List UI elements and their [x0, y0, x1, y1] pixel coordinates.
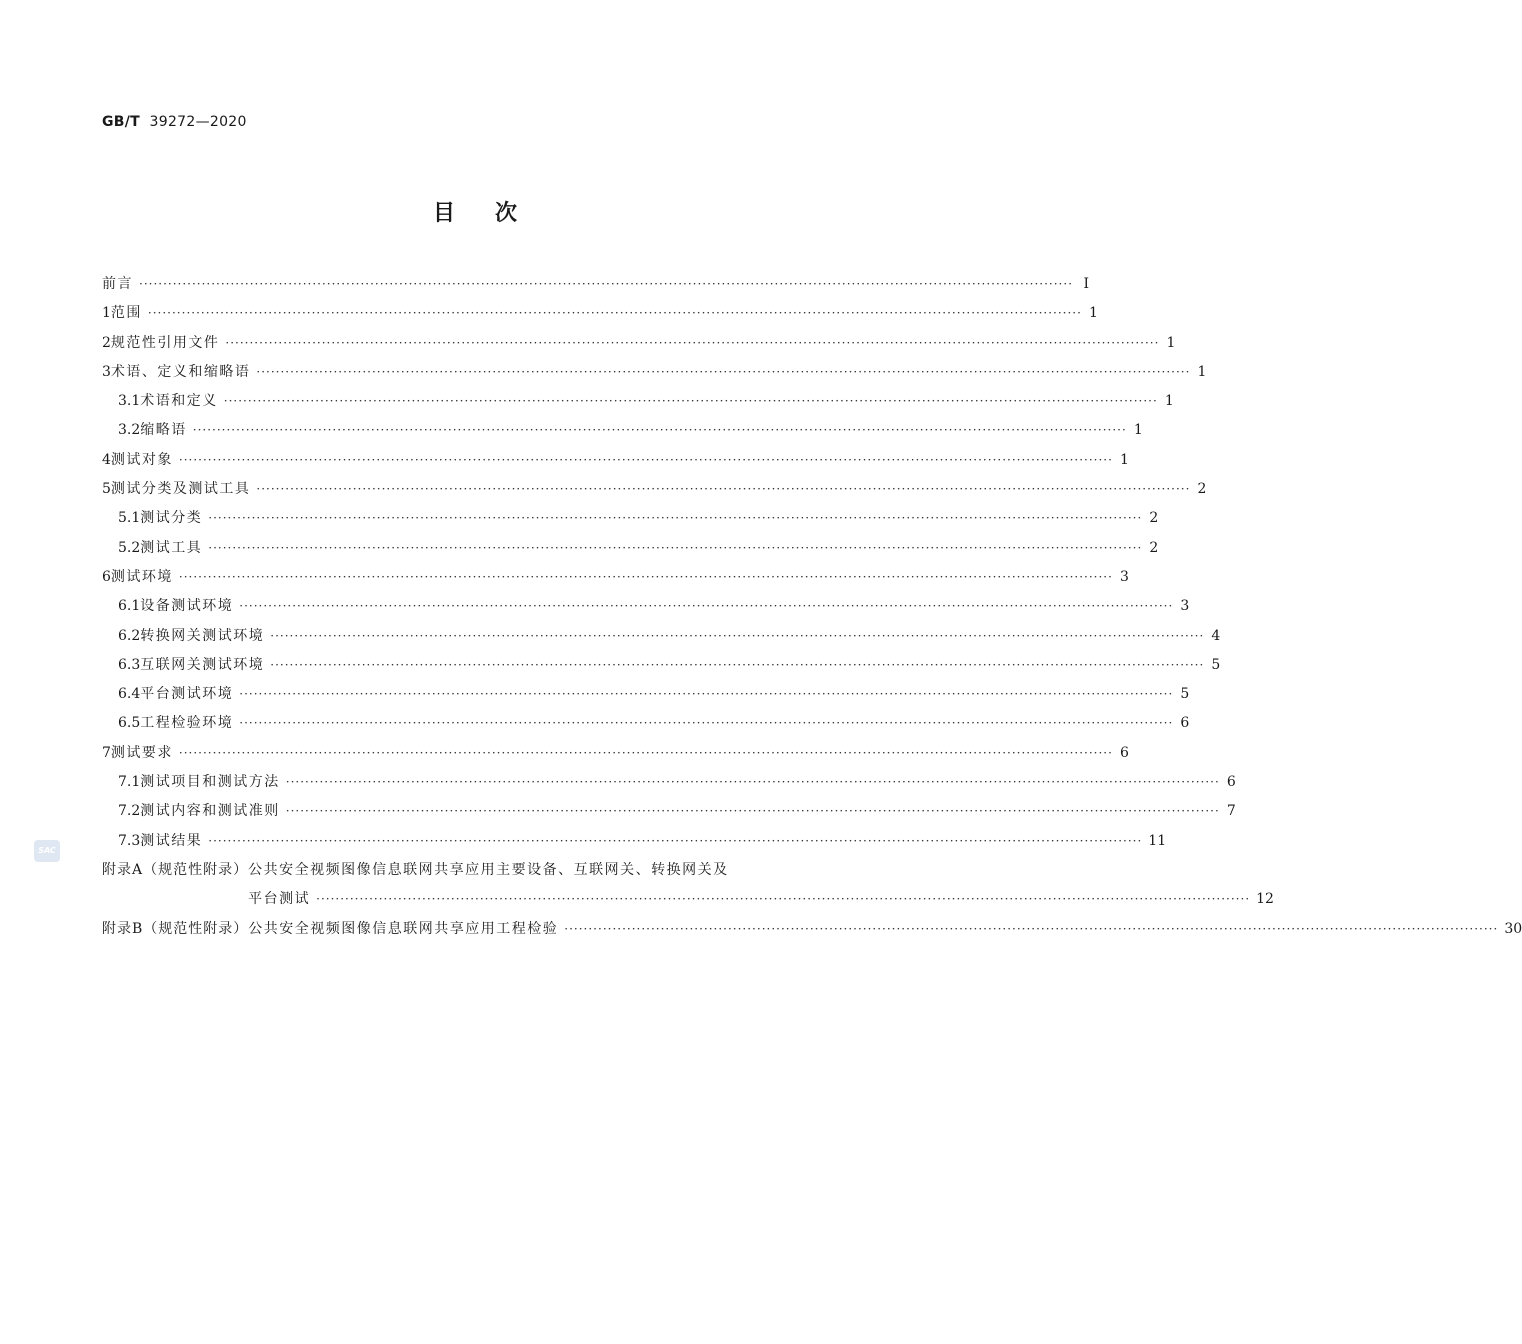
toc-entry-number: 4	[102, 451, 111, 468]
toc-entry-label: 缩略语	[140, 422, 187, 439]
toc-entry-number: 7.2	[118, 803, 141, 820]
toc-entry-number: 7	[102, 744, 111, 761]
toc-entry[interactable]	[102, 563, 1129, 592]
toc-entry-number: 6.4	[118, 686, 141, 703]
toc-entry-label: 术语和定义	[140, 393, 218, 410]
toc-entry-label: 测试项目和测试方法	[140, 774, 280, 791]
toc-entry-number: 5.1	[118, 510, 141, 527]
appendix-prefix: 附录B（规范性附录）	[102, 920, 249, 937]
toc-entry-label: 测试分类	[140, 510, 203, 527]
toc-entry[interactable]	[102, 329, 1176, 358]
toc-entry[interactable]	[102, 446, 1129, 475]
toc-leader-dots	[208, 504, 1142, 533]
toc-entry-label: 术语、定义和缩略语	[110, 363, 251, 380]
toc-entry-number: 6.2	[118, 627, 141, 644]
toc-leader-dots	[208, 534, 1142, 563]
toc-entry-number: 7.3	[118, 832, 141, 849]
toc-entry-number: 1	[102, 305, 111, 322]
toc-entry-page: 2	[1197, 481, 1207, 498]
toc-leader-dots	[239, 680, 1173, 709]
toc-entry-label: 规范性引用文件	[110, 334, 220, 351]
toc-entry-number: 6.5	[118, 715, 141, 732]
toc-leader-dots	[286, 797, 1220, 826]
toc-entry[interactable]	[102, 622, 1221, 651]
toc-leader-dots	[316, 885, 1250, 914]
toc-entry-number: 6.3	[118, 656, 141, 673]
toc-entry-page: 2	[1149, 539, 1159, 556]
toc-entry-page: 1	[1166, 334, 1176, 351]
toc-entry[interactable]	[102, 387, 1174, 416]
toc-entry-label: 工程检验环境	[140, 715, 234, 732]
toc-entry-number: 3	[102, 363, 111, 380]
toc-leader-dots	[179, 739, 1113, 768]
toc-entry-label: 测试环境	[110, 568, 173, 585]
toc-entry-label: 转换网关测试环境	[140, 627, 265, 644]
standard-code	[102, 114, 247, 130]
toc-leader-dots	[224, 387, 1158, 416]
toc-entry-label: 范围	[110, 305, 142, 322]
standard-code-number: 39272—2020	[149, 114, 247, 130]
toc-leader-dots	[148, 299, 1082, 328]
toc-entry[interactable]	[102, 416, 1143, 445]
toc-leader-dots	[270, 651, 1204, 680]
toc-leader-dots	[564, 915, 1498, 944]
toc-leader-dots	[256, 358, 1190, 387]
toc-entry-page: 11	[1148, 832, 1167, 849]
toc-entry[interactable]	[102, 299, 1098, 328]
toc-entry[interactable]	[102, 270, 1090, 299]
toc-entry-number: 3.2	[118, 422, 141, 439]
toc-leader-dots	[270, 622, 1204, 651]
toc-entry[interactable]	[102, 827, 1167, 856]
sac-watermark-logo: SAC	[34, 840, 60, 862]
toc-entry-page: 3	[1120, 568, 1129, 585]
standard-code-prefix: GB/T	[102, 114, 141, 130]
toc-leader-dots	[179, 563, 1113, 592]
toc-entry-page: 5	[1180, 686, 1190, 703]
toc-entry-label: 测试分类及测试工具	[110, 481, 251, 498]
toc-entry-page: 6	[1226, 774, 1236, 791]
toc-entry-page: 6	[1180, 715, 1190, 732]
toc-leader-dots	[239, 709, 1173, 738]
toc-leader-dots	[193, 416, 1127, 445]
appendix-title-line: 平台测试	[248, 891, 311, 908]
toc-leader-dots	[225, 329, 1159, 358]
toc-entry-page: 1	[1164, 393, 1174, 410]
toc-entry[interactable]	[102, 680, 1190, 709]
toc-entry-page: 30	[1504, 920, 1522, 937]
appendix-title-line: 公共安全视频图像信息联网共享应用主要设备、互联网关、转换网关及	[248, 861, 729, 878]
toc-appendix-entry[interactable]	[102, 856, 1274, 915]
toc-entry-number: 6.1	[118, 598, 141, 615]
toc-entry-page: 2	[1149, 510, 1159, 527]
toc-entry[interactable]	[102, 739, 1129, 768]
toc-entry[interactable]	[102, 504, 1159, 533]
toc-entry-number: 5.2	[118, 539, 141, 556]
toc-entry-label: 测试对象	[110, 451, 173, 468]
toc-appendix-entry[interactable]	[102, 915, 1522, 944]
toc-entry-label: 测试工具	[140, 539, 203, 556]
toc-entry-page: 4	[1211, 627, 1221, 644]
toc-entry[interactable]	[102, 651, 1221, 680]
appendix-prefix: 附录A（规范性附录）	[102, 861, 249, 878]
toc-entries	[102, 270, 1236, 856]
toc-entry[interactable]	[102, 592, 1190, 621]
toc-entry-label: 互联网关测试环境	[140, 656, 265, 673]
toc-entry[interactable]	[102, 797, 1236, 826]
toc-entry-number: 7.1	[118, 774, 141, 791]
toc-entry-number: 6	[102, 568, 111, 585]
toc-leader-dots	[208, 827, 1142, 856]
toc-entry-label: 测试要求	[110, 744, 173, 761]
toc-entry-label: 设备测试环境	[140, 598, 234, 615]
toc-entry-page: 1	[1089, 305, 1098, 322]
toc-entry-page: 6	[1120, 744, 1129, 761]
toc-entry-page: I	[1083, 276, 1090, 292]
toc-entry-label: 测试内容和测试准则	[140, 803, 280, 820]
toc-entry[interactable]	[102, 534, 1159, 563]
toc-entry-number: 2	[102, 334, 111, 351]
toc-entry[interactable]	[102, 768, 1236, 797]
toc-leader-dots	[286, 768, 1220, 797]
toc-entry[interactable]	[102, 475, 1207, 504]
toc-leader-dots	[139, 270, 1073, 299]
toc-leader-dots	[179, 446, 1113, 475]
toc-entry-page: 5	[1211, 656, 1221, 673]
page-title: 目次	[432, 201, 557, 226]
toc-leader-dots	[239, 592, 1173, 621]
toc-entry-page: 1	[1197, 363, 1207, 380]
toc-entry-number: 3.1	[118, 393, 141, 410]
toc-entry[interactable]	[102, 358, 1207, 387]
toc-entry-page: 3	[1180, 598, 1190, 615]
toc-entry-page: 7	[1226, 803, 1236, 820]
toc-entry-page: 12	[1256, 891, 1274, 908]
toc-entry-number: 5	[102, 481, 111, 498]
toc-entry-label: 前言	[102, 276, 133, 292]
toc-entry-page: 1	[1120, 451, 1129, 468]
table-of-contents	[102, 270, 1522, 944]
toc-appendices	[102, 856, 1522, 944]
toc-entry-label: 测试结果	[140, 832, 203, 849]
appendix-title-line: 公共安全视频图像信息联网共享应用工程检验	[248, 920, 559, 937]
toc-leader-dots	[256, 475, 1190, 504]
toc-entry[interactable]	[102, 709, 1190, 738]
toc-entry-page: 1	[1133, 422, 1143, 439]
toc-entry-label: 平台测试环境	[140, 686, 234, 703]
